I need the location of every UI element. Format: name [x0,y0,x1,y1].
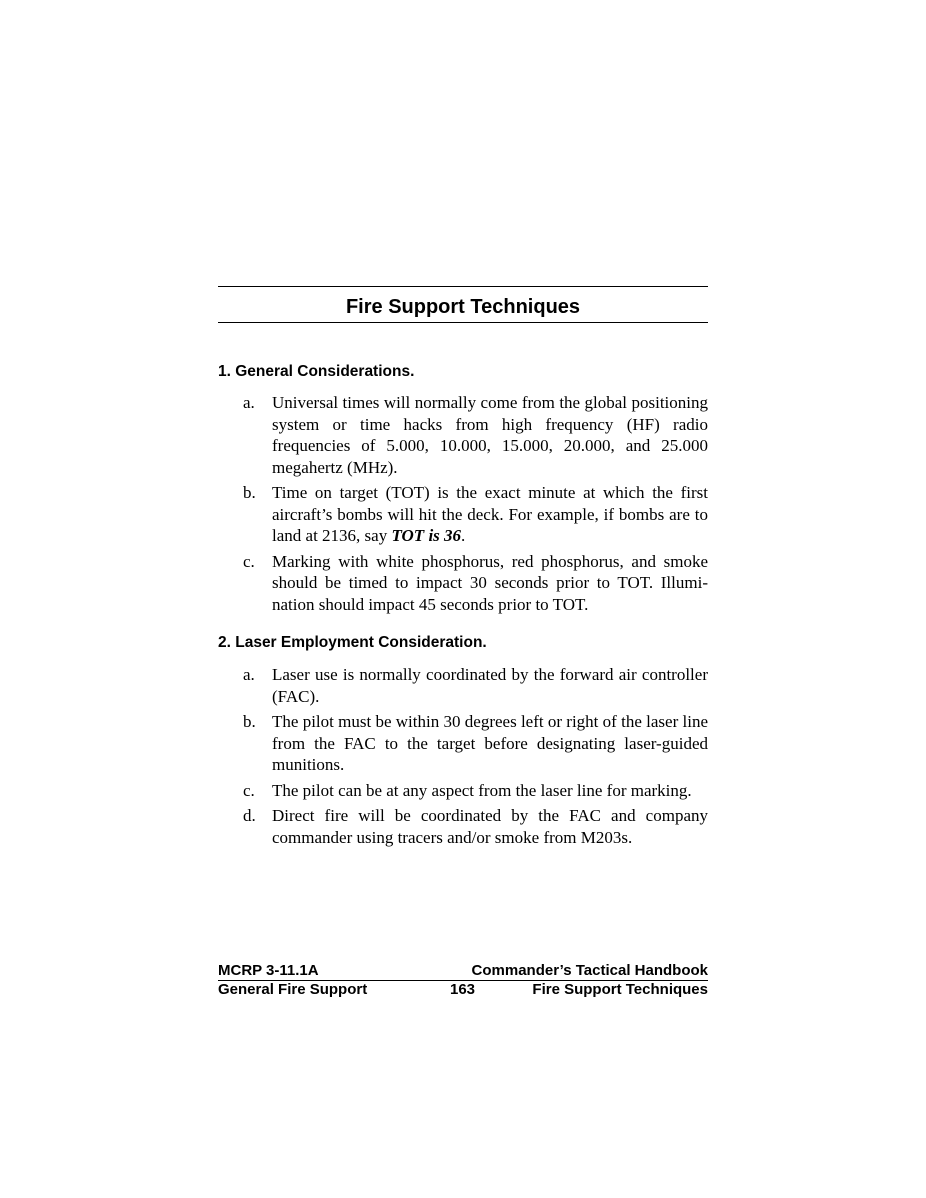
list-item-text [272,482,708,547]
page-title: Fire Support Techniques [345,296,581,318]
laser-employment-list [218,664,708,848]
list-item-text: Direct fire will be coordinated by the FAC and company commander using tracers and/or smoke from M203s. [272,806,708,847]
list-item [218,711,708,776]
footer-section: Fire Support Techniques [532,981,708,998]
page-footer [218,962,708,999]
section-heading-laser: 2. Laser Employment Consideration. [218,634,487,651]
list-item-text: The pilot must be within 30 degrees left or right of the laser line from the FAC to the target before designating laser-guided munitions. [272,712,708,774]
list-marker: c. [243,780,255,800]
list-marker: a. [243,665,255,684]
list-item-text: Marking with white phosphorus, red phosphorus, and smoke should be timed to impact 30 seconds prior to TOT. Illumination should impact 45 seconds prior to TOT. [272,551,708,614]
list-item [218,805,708,848]
general-considerations-list [218,392,708,615]
list-item-text-part: . [461,526,466,545]
footer-page-number: 163 [450,981,476,998]
list-marker: b. [243,483,256,502]
title-block [218,286,708,323]
footer-chapter: General Fire Support [218,981,368,998]
document-page [218,286,708,852]
footer-doc-id: MCRP 3-11.1A [218,962,319,979]
section-heading-general: 1. General Considerations. [218,363,415,380]
list-item-text-part: Time on target (TOT) is the exact minute at which the first aircraft’s bombs will hit the deck. For example, if bombs are to land at 2136, say [272,483,708,545]
list-marker: b. [243,712,256,731]
list-item [218,664,708,707]
list-marker: a. [243,393,255,412]
list-item-text: Laser use is normally coordinated by the forward air controller (FAC). [272,665,708,706]
tot-example-emphasis: TOT is 36 [391,526,462,545]
list-item [218,392,708,478]
list-item [218,482,708,547]
footer-handbook-title: Commander’s Tactical Handbook [471,962,708,979]
footer-top-row [218,962,708,981]
list-item-text: Universal times will normally come from the global positioning system or time hacks from high frequency (HF) radio frequencies of 5.000, 10.000, 15.000, 20.000, and 25.000 megahertz (MHz). [272,393,708,477]
list-item [218,780,708,802]
footer-bottom-row [218,981,708,999]
list-item-text: The pilot can be at any aspect from the laser line for marking. [272,780,692,800]
list-marker: c. [243,551,255,571]
list-item [218,551,708,616]
list-marker: d. [243,806,256,825]
